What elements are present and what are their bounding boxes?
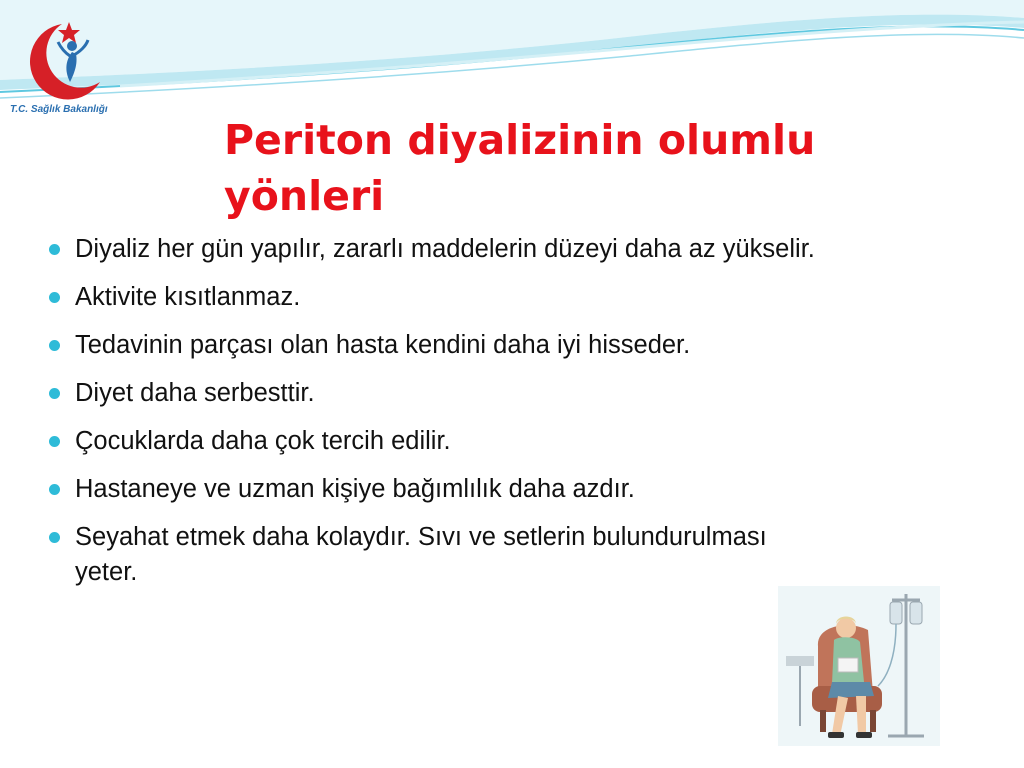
- logo-caption: T.C. Sağlık Bakanlığı: [10, 104, 108, 115]
- bullet-item: Tedavinin parçası olan hasta kendini daha iyi hisseder.: [44, 328, 924, 363]
- bullet-item: Hastaneye ve uzman kişiye bağımlılık daha azdır.: [44, 472, 924, 507]
- header-wave-decoration: [0, 0, 1024, 110]
- bullet-item: Aktivite kısıtlanmaz.: [44, 280, 924, 315]
- bullet-item: Çocuklarda daha çok tercih edilir.: [44, 424, 924, 459]
- dialysis-patient-illustration: [778, 586, 940, 746]
- bullet-list: [44, 232, 924, 603]
- bullet-item: Diyet daha serbesttir.: [44, 376, 924, 411]
- slide-title: Periton diyalizinin olumlu yönleri: [224, 116, 816, 220]
- bullet-item: Diyaliz her gün yapılır, zararlı maddelerin düzeyi daha az yükselir.: [44, 232, 924, 267]
- bullet-item: Seyahat etmek daha kolaydır. Sıvı ve setlerin bulundurulması yeter.: [44, 520, 775, 590]
